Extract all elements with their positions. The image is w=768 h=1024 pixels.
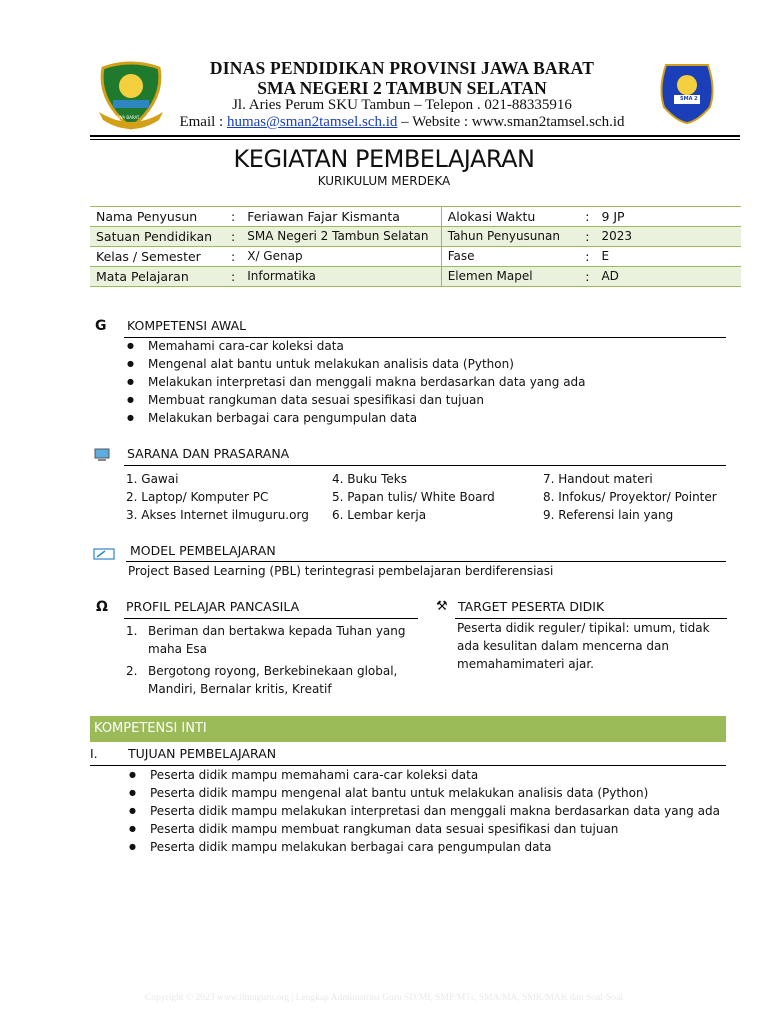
profil-list: [126, 622, 416, 698]
section-rule: [124, 465, 726, 466]
identity-value: Informatika: [241, 267, 441, 287]
identity-key: Elemen Mapel: [447, 269, 533, 283]
page-subtitle: KURIKULUM MERDEKA: [317, 174, 451, 188]
website-text: – Website : www.sman2tamsel.sch.id: [397, 114, 625, 130]
facility-item: 6. Lembar kerja: [332, 508, 427, 522]
email-link[interactable]: humas@sman2tamsel.sch.id: [226, 114, 398, 130]
section-rule: [124, 618, 418, 619]
letterhead-rule-thick: [90, 135, 740, 137]
list-item: ● Memahami cara-car koleksi data: [124, 337, 734, 355]
list-item: ● Melakukan berbagai cara pengumpulan data: [124, 409, 734, 427]
section-heading-sarana: SARANA DAN PRASARANA: [127, 446, 290, 461]
identity-value: Feriawan Fajar Kismanta: [241, 207, 441, 227]
page-title: KEGIATAN PEMBELAJARAN: [233, 145, 535, 173]
identity-value: AD: [601, 269, 619, 283]
tujuan-number: I.: [90, 746, 98, 761]
identity-colon: :: [231, 229, 236, 244]
list-item: ● Mengenal alat bantu untuk melakukan analisis data (Python): [124, 355, 734, 373]
identity-row: [90, 247, 741, 267]
facility-item: 4. Buku Teks: [332, 472, 407, 486]
kompetensi-awal-list: [124, 337, 734, 427]
model-text: Project Based Learning (PBL) terintegrasi pembelajaran berdiferensiasi: [128, 564, 554, 578]
section-heading-tujuan: TUJUAN PEMBELAJARAN: [128, 746, 277, 761]
identity-colon: :: [231, 209, 236, 224]
letterhead-line2: SMA NEGERI 2 TAMBUN SELATAN: [257, 78, 547, 98]
footer-watermark: Copyright © 2023 www.ilmuguru.org | Lengkap Administrasi Guru SD/MI, SMP/MTs, SMA/MA, SMK/MAK dan Soal-Soal: [145, 993, 623, 1003]
facility-item: 3. Akses Internet ilmuguru.org: [126, 508, 309, 522]
profil-item: Beriman dan bertakwa kepada Tuhan yang maha Esa: [148, 624, 406, 656]
identity-key: Alokasi Waktu: [447, 209, 536, 224]
identity-colon: :: [231, 249, 236, 264]
letterhead-address: Jl. Aries Perum SKU Tambun – Telepon . 021-88335916: [232, 97, 572, 113]
identity-key: Fase: [447, 249, 475, 263]
competency-icon: G: [95, 318, 107, 334]
section-heading-target: TARGET PESERTA DIDIK: [458, 599, 605, 614]
identity-key: Mata Pelajaran: [96, 269, 189, 284]
tujuan-list: [126, 766, 726, 856]
facility-item: 2. Laptop/ Komputer PC: [126, 490, 269, 504]
facility-item: 5. Papan tulis/ White Board: [332, 490, 495, 504]
pancasila-icon: Ω: [96, 599, 108, 615]
letterhead-line1: DINAS PENDIDIKAN PROVINSI JAWA BARAT: [209, 58, 595, 78]
facility-item: 1. Gawai: [126, 472, 179, 486]
facility-item: 7. Handout materi: [543, 472, 653, 486]
list-item: ● Peserta didik mampu mengenal alat bantu untuk melakukan analisis data (Python): [126, 784, 726, 802]
list-item: ● Peserta didik mampu melakukan berbagai cara pengumpulan data: [126, 838, 726, 856]
facilities-icon: [94, 447, 110, 461]
identity-colon: :: [585, 209, 590, 224]
model-icon: [93, 545, 115, 557]
identity-value: X/ Genap: [241, 247, 441, 267]
left-logo-text: JAWA BARAT: [115, 115, 140, 120]
list-item: ● Peserta didik mampu melakukan interpretasi dan menggali makna berdasarkan data yang ada: [126, 802, 726, 820]
profil-num: 2.: [126, 664, 138, 678]
identity-row: [90, 227, 741, 247]
identity-colon: :: [585, 269, 590, 284]
letterhead-rule-thin: [90, 139, 740, 140]
identity-key: Kelas / Semester: [96, 249, 201, 264]
section-heading-model: MODEL PEMBELAJARAN: [130, 543, 276, 558]
list-item: ● Peserta didik mampu memahami cara-car koleksi data: [126, 766, 726, 784]
letterhead-contact: [170, 114, 634, 131]
email-label: Email :: [179, 114, 227, 130]
identity-colon: :: [231, 269, 236, 284]
kompetensi-inti-bar: KOMPETENSI INTI: [90, 716, 726, 742]
section-heading-kompetensi-awal: KOMPETENSI AWAL: [127, 318, 247, 333]
target-icon: ⚒: [436, 599, 448, 614]
facility-item: 9. Referensi lain yang: [543, 508, 674, 522]
profil-item: Bergotong royong, Berkebinekaan global, Mandiri, Bernalar kritis, Kreatif: [148, 664, 398, 696]
identity-key: Tahun Penyusunan: [447, 229, 560, 243]
list-item: ● Peserta didik mampu membuat rangkuman data sesuai spesifikasi dan tujuan: [126, 820, 726, 838]
profil-num: 1.: [126, 624, 138, 638]
identity-colon: :: [585, 249, 590, 264]
right-logo-text: SMA 2: [680, 96, 698, 102]
identity-value: E: [601, 249, 610, 263]
target-text: Peserta didik reguler/ tipikal: umum, tidak ada kesulitan dalam mencerna dan memahamimateri ajar.: [457, 621, 710, 671]
list-item: ● Membuat rangkuman data sesuai spesifikasi dan tujuan: [124, 391, 734, 409]
identity-colon: :: [585, 229, 590, 244]
left-logo: [93, 60, 169, 130]
identity-table: [90, 206, 741, 287]
section-heading-profil: PROFIL PELAJAR PANCASILA: [126, 599, 300, 614]
identity-value: 9 JP: [601, 209, 625, 224]
identity-value: SMA Negeri 2 Tambun Selatan: [241, 227, 441, 247]
right-logo: [654, 59, 720, 125]
identity-row: [90, 207, 741, 227]
facilities-grid: [126, 470, 736, 524]
identity-key: Satuan Pendidikan: [96, 229, 213, 244]
identity-row: [90, 267, 741, 287]
identity-key: Nama Penyusun: [96, 209, 198, 224]
identity-value: 2023: [601, 229, 632, 243]
list-item: ● Melakukan interpretasi dan menggali makna berdasarkan data yang ada: [124, 373, 734, 391]
facility-item: 8. Infokus/ Proyektor/ Pointer: [543, 490, 717, 504]
